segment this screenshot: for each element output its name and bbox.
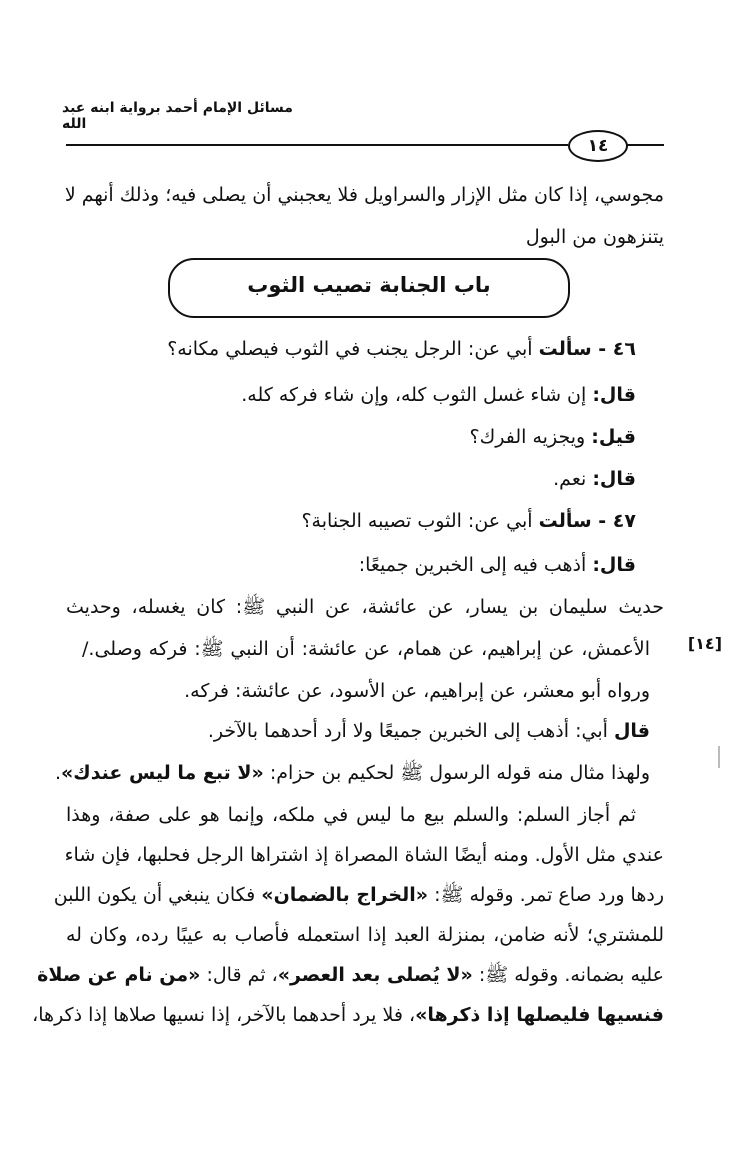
text-run: عليه بضمانه. وقوله ﷺ:: [472, 964, 664, 986]
bold-run: قال:: [592, 384, 636, 406]
text-line: [64, 180, 664, 210]
text-run: ورواه أبو معشر، عن إبراهيم، عن الأسود، عن عائشة: فركه.: [184, 680, 650, 702]
bold-run: قال:: [592, 554, 636, 576]
text-line: [241, 380, 636, 410]
text-run: مجوسي، إذا كان مثل الإزار والسراويل فلا يعجبني أن يصلى فيه؛ وذلك أنهم لا: [64, 184, 664, 206]
text-run: ، فلا يرد أحدهما بالآخر، إذا نسيها صلاها إذا ذكرها،: [32, 1004, 416, 1026]
text-line: [553, 464, 636, 494]
text-line: [66, 800, 636, 830]
text-run: فكان ينبغي أن يكون اللبن: [53, 884, 262, 906]
bold-run: ٤٧ - سألت: [538, 510, 636, 532]
text-run: .: [54, 762, 61, 784]
bold-run: قيل:: [591, 426, 636, 448]
bold-run: ٤٦ - سألت: [538, 338, 636, 360]
text-run: أبي عن: الرجل يجنب في الثوب فيصلي مكانه؟: [167, 338, 539, 360]
text-run: ولهذا مثال منه قوله الرسول ﷺ لحكيم بن حزام:: [263, 762, 650, 784]
text-run: ردها ورد صاع تمر. وقوله ﷺ:: [428, 884, 664, 906]
text-run: ويجزيه الفرك؟: [469, 426, 592, 448]
text-line: [526, 222, 664, 252]
text-run: عندي مثل الأول. ومنه أيضًا الشاة المصراة إذ اشتراها الرجل فحلبها، فإن شاء: [64, 844, 664, 866]
text-line: [359, 550, 636, 580]
text-line: [66, 592, 664, 622]
bold-run: فنسيها فليصلها إذا ذكرها»: [415, 1004, 664, 1026]
text-line: [53, 880, 664, 910]
bold-run: قال: [613, 720, 650, 742]
text-line: [82, 634, 650, 664]
text-run: أذهب فيه إلى الخبرين جميعًا:: [358, 554, 593, 576]
text-line: [470, 422, 636, 452]
chapter-heading-box: [168, 258, 570, 318]
running-head: مسائل الإمام أحمد برواية ابنه عبد الله: [62, 100, 293, 132]
text-run: حديث سليمان بن يسار، عن عائشة، عن النبي ﷺ: كان يغسله، وحديث: [66, 596, 664, 618]
text-line: [55, 758, 650, 788]
header-rule: [66, 144, 568, 146]
text-run: الأعمش، عن إبراهيم، عن همام، عن عائشة: أن النبي ﷺ: فركه وصلى./: [82, 638, 650, 660]
text-line: [208, 716, 650, 746]
page-number: ١٤: [568, 130, 628, 162]
text-run: أبي عن: الثوب تصيبه الجنابة؟: [301, 510, 539, 532]
bold-run: «من نام عن صلاة: [37, 964, 201, 986]
bold-run: «الخراج بالضمان»: [261, 884, 429, 906]
header-rule-right: [626, 144, 664, 146]
text-run: أبي: أذهب إلى الخبرين جميعًا ولا أرد أحدهما بالآخر.: [207, 720, 614, 742]
text-line: [37, 960, 664, 990]
text-run: للمشتري؛ لأنه ضامن، بمنزلة العبد إذا استعمله فأصاب به عيبًا رده، وكان له: [66, 924, 664, 946]
bold-run: «لا يُصلى بعد العصر»: [277, 964, 473, 986]
text-run: ثم أجاز السلم: والسلم بيع ما ليس في ملكه، وإنما هو على صفة، وهذا: [66, 804, 636, 826]
text-run: ، ثم قال:: [200, 964, 278, 986]
text-line: [301, 506, 636, 536]
text-line: [167, 334, 636, 364]
text-line: [184, 676, 650, 706]
chapter-title: باب الجنابة تصيب الثوب: [247, 273, 491, 297]
scan-mark: [718, 746, 720, 768]
manuscript-folio-marker: [١٤]: [687, 634, 722, 653]
text-line: [66, 840, 664, 870]
text-run: يتنزهون من البول: [525, 226, 664, 248]
bold-run: «لا تبع ما ليس عندك»: [61, 762, 264, 784]
text-run: إن شاء غسل الثوب كله، وإن شاء فركه كله.: [241, 384, 593, 406]
text-line: [66, 920, 664, 950]
text-line: [32, 1000, 664, 1030]
text-run: نعم.: [553, 468, 593, 490]
bold-run: قال:: [592, 468, 636, 490]
